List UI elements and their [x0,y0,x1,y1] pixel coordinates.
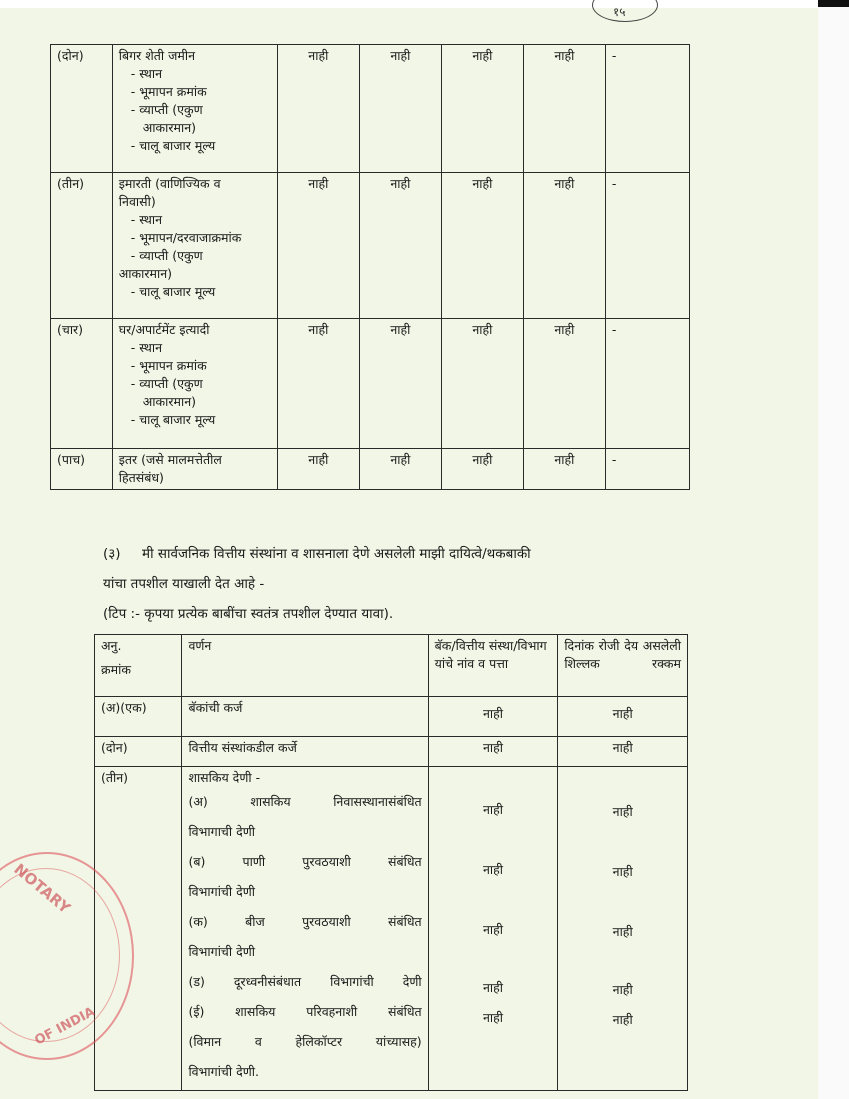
gov-item-bank: नाही [482,922,504,937]
gov-item-line: विभागांची देणी [188,884,255,899]
gov-item-bank: नाही [482,802,504,817]
value-cell: नाही [523,449,605,490]
dash-cell: - [605,45,689,173]
description-line: - चालू बाजार मूल्य [130,138,216,153]
gov-item-bank: नाही [482,862,504,877]
gov-item [188,787,421,847]
header-serial-b: क्रमांक [101,662,131,677]
description-line: - भूमापन क्रमांक [130,358,207,373]
gov-item-line: (क) बीज पुरवठयाशी संबंधित [188,914,422,929]
section3-line1 [103,544,531,562]
gov-title: शासकिय देणी - [188,770,261,785]
value-cell: नाही [523,173,605,319]
value-cell: नाही [359,45,441,173]
description-line: - स्थान [130,212,163,227]
description-line: - व्याप्ती (एकुण [130,248,203,263]
value-cell: नाही [359,449,441,490]
row-bank: नाही [428,697,558,737]
stamp-text-bottom: OF INDIA [32,1004,98,1049]
header-description: वर्णन [182,635,428,697]
value-cell: नाही [441,173,523,319]
row-description [112,319,277,449]
value-cell: नाही [277,45,359,173]
stamp-text-top: NOTARY [10,860,74,918]
row-desc: वित्तीय संस्थांकडील कर्जे [182,737,428,767]
gov-item [188,997,421,1087]
section3-note: (टिप :- कृपया प्रत्येक बाबींचा स्वतंत्र तपशील देण्यात यावा). [103,606,394,622]
description-line: - चालू बाजार मूल्य [130,412,216,427]
table-row [51,173,690,319]
section3-number: (३) [103,546,121,562]
description-line: - भूमापन/दरवाजाक्रमांक [130,230,242,245]
gov-item [188,847,421,907]
gov-item-bank: नाही [482,980,504,995]
table-row [51,449,690,490]
description-line: हितसंबंध) [118,470,164,485]
value-cell: नाही [359,319,441,449]
page-number: १५ [613,5,626,19]
table-row [95,767,688,1091]
row-bank [428,767,558,1091]
description-line: - चालू बाजार मूल्य [130,284,216,299]
gov-item-amount: नाही [612,982,633,997]
table-header-row [95,635,688,697]
gov-item-amount: नाही [612,804,633,819]
row-number: (चार) [51,319,113,449]
gov-item-line: विभागांची देणी [188,944,255,959]
dash-cell: - [605,449,689,490]
table-row [51,45,690,173]
gov-item-bank: नाही [482,1010,504,1025]
row-description [112,449,277,490]
page-edge [818,0,849,1099]
row-num: (तीन) [95,767,182,1091]
value-cell: नाही [523,319,605,449]
gov-item-line: (विमान व हेलिकॉप्टर यांच्यासह) [188,1034,422,1049]
scan-border [818,0,849,7]
description-line: - भूमापन क्रमांक [130,84,207,99]
row-number: (पाच) [51,449,113,490]
value-cell: नाही [523,45,605,173]
gov-item-line: (ड) दूरध्वनीसंबंधात विभागांची देणी [188,974,422,989]
description-line: - व्याप्ती (एकुण [130,376,203,391]
row-amount: नाही [558,737,688,767]
description-line: आकारमान) [118,266,173,281]
description-line: - स्थान [130,66,163,81]
row-bank: नाही [428,737,558,767]
row-desc: बॅकांची कर्ज [182,697,428,737]
value-cell: नाही [441,449,523,490]
row-amount: नाही [558,697,688,737]
row-number: (तीन) [51,173,113,319]
dash-cell: - [605,319,689,449]
header-amount: दिनांक रोजी देय असलेली शिल्लक रक्कम [558,635,688,697]
description-line: इमारती (वाणिज्यिक व [118,176,221,191]
table-row [95,737,688,767]
description-line: आकारमान) [142,120,197,135]
table-row [95,697,688,737]
assets-table [50,44,690,490]
gov-item [188,967,421,997]
gov-item-line: (ई) शासकिय परिवहनाशी संबंधित [188,1004,422,1019]
description-line: इतर (जसे मालमत्तेतील [118,452,222,467]
row-num: (अ)(एक) [95,697,182,737]
value-cell: नाही [277,449,359,490]
description-line: बिगर शेती जमीन [118,48,196,63]
value-cell: नाही [359,173,441,319]
section3-line2: यांचा तपशील याखाली देत आहे - [103,576,265,592]
gov-item-line: (ब) पाणी पुरवठयाशी संबंधित [188,854,422,869]
row-description [112,173,277,319]
header-bank: बॅक/वित्तीय संस्था/विभाग यांचे नांव व पत्ता [428,635,558,697]
gov-item-line: विभागांची देणी. [188,1064,259,1079]
gov-item-amount: नाही [612,1012,633,1027]
description-line: आकारमान) [142,394,197,409]
value-cell: नाही [277,173,359,319]
description-line: निवासी) [118,194,156,209]
dash-cell: - [605,173,689,319]
value-cell: नाही [441,45,523,173]
table-row [51,319,690,449]
description-line: - व्याप्ती (एकुण [130,102,203,117]
row-num: (दोन) [95,737,182,767]
value-cell: नाही [441,319,523,449]
gov-item-amount: नाही [612,924,633,939]
row-amount [558,767,688,1091]
description-line: घर/अपार्टमेंट इत्यादी [118,322,210,337]
row-description [112,45,277,173]
section3-text1: मी सार्वजनिक वित्तीय संस्थांना व शासनाला देणे असलेली माझी दायित्वे/थकबाकी [142,546,531,562]
gov-item [188,907,421,967]
gov-item-amount: नाही [612,864,633,879]
liabilities-table [94,634,688,1091]
gov-item-line: (अ) शासकिय निवासस्थानासंबंधित [188,794,422,809]
gov-item-line: विभागाची देणी [188,824,255,839]
header-serial-a: अनु. [101,638,122,653]
header-serial [95,635,182,697]
row-number: (दोन) [51,45,113,173]
description-line: - स्थान [130,340,163,355]
value-cell: नाही [277,319,359,449]
row-desc [182,767,428,1091]
